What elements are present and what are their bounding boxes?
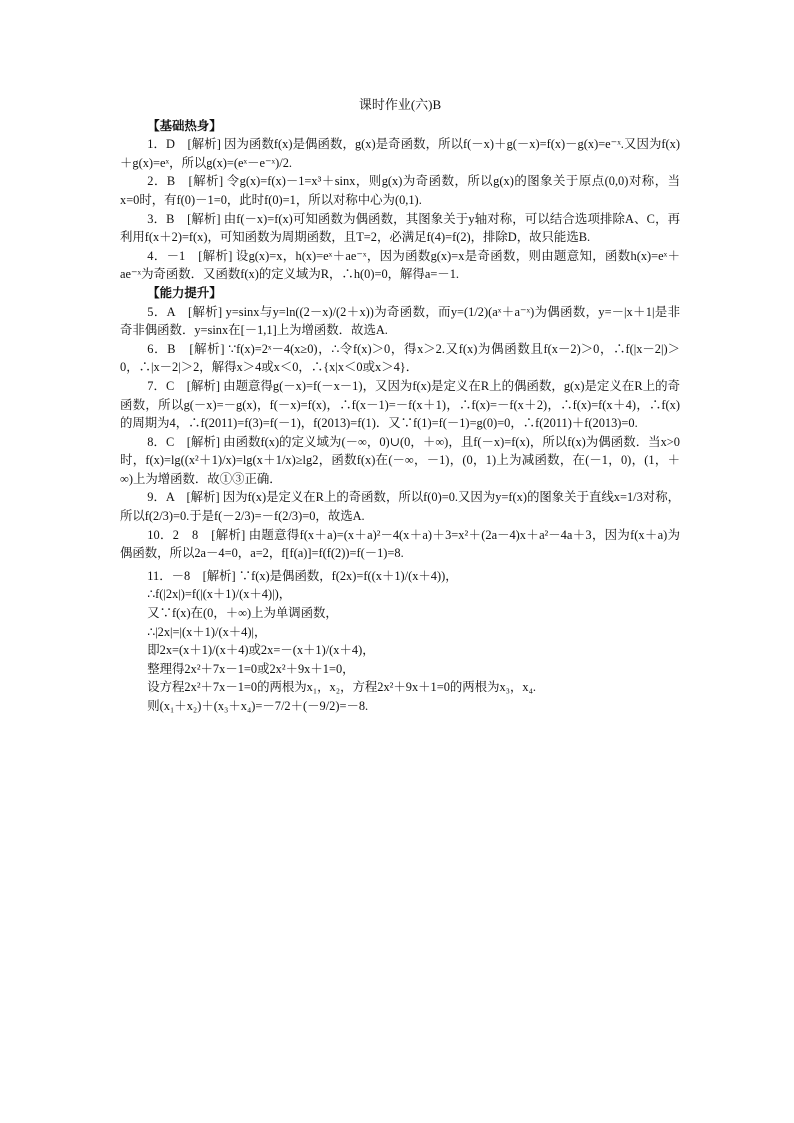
- solution-11-line-8: 则(x₁＋x₂)＋(x₃＋x₄)=－7/2＋(－9/2)=－8.: [147, 699, 369, 713]
- page-title: 课时作业(六)B: [358, 97, 442, 112]
- solution-11-line-3: 又∵f(x)在(0，＋∞)上为单调函数，: [147, 606, 338, 621]
- solution-page: [120, 96, 680, 716]
- solution-11-line-1: 11．－8 [解析] ∵f(x)是偶函数，f(2x)=f((x＋1)/(x＋4))，: [147, 568, 458, 583]
- solution-1: 1．D [解析] 因为函数f(x)是偶函数，g(x)是奇函数，所以f(－x)＋g(－x)=f(x)－g(x)=e⁻ˣ.又因为f(x)＋g(x)=eˣ，所以g(x)=(eˣ－e⁻ˣ)/2.: [120, 137, 680, 170]
- solution-11-line-4: ∴|2x|=|(x＋1)/(x＋4)|，: [147, 624, 267, 639]
- solution-2: 2．B [解析] 令g(x)=f(x)－1=x³＋sinx，则g(x)为奇函数，所以g(x)的图象关于原点(0,0)对称，当x=0时，有f(0)－1=0，此时f(0)=1，所以对称中心为(0,1).: [120, 174, 680, 207]
- solution-11-line-6: 整理得2x²＋7x－1=0或2x²＋9x＋1=0，: [147, 661, 355, 676]
- section-basic-heading: 【基础热身】: [147, 118, 222, 133]
- solution-8: 8．C [解析] 由函数f(x)的定义域为(－∞，0)∪(0，＋∞)，且f(－x)=f(x)，所以f(x)为偶函数．当x>0时，f(x)=lg((x²＋1)/x)=lg(x＋1/x)≥lg2，函数f(x)在(－∞，－1)，(0，1)上为减函数，在(－1，0)，(1，＋∞)上为增函数．故①③正确．: [120, 434, 680, 486]
- solution-5: 5．A [解析] y=sinx与y=ln((2－x)/(2＋x))为奇函数，而y=(1/2)(aˣ＋a⁻ˣ)为偶函数，y=－|x＋1|是非奇非偶函数．y=sinx在[－1,1]上为增函数．故选A.: [120, 304, 680, 338]
- section-advanced-heading: 【能力提升】: [147, 285, 222, 300]
- solution-6: 6．B [解析] ∵f(x)=2ˣ－4(x≥0)，∴令f(x)＞0，得x＞2.又f(x)为偶函数且f(x－2)＞0，∴f(|x－2|)＞0，∴|x－2|＞2，解得x＞4或x＜0，∴{x|x＜0或x＞4}．: [120, 341, 680, 375]
- solution-10: 10．2 8 [解析] 由题意得f(x＋a)=(x＋a)²－4(x＋a)＋3=x²＋(2a－4)x＋a²－4a＋3，因为f(x＋a)为偶函数，所以2a－4=0，a=2，f[f(a)]=f(f(2))=f(－1)=8.: [120, 527, 680, 561]
- solution-9: 9．A [解析] 因为f(x)是定义在R上的奇函数，所以f(0)=0.又因为y=f(x)的图象关于直线x=1/3对称，所以f(2/3)=0.于是f(－2/3)=－f(2/3)=0，故选A.: [120, 490, 680, 524]
- solution-3: 3．B [解析] 由f(－x)=f(x)可知函数为偶函数，其图象关于y轴对称，可以结合选项排除A、C，再利用f(x＋2)=f(x)，可知函数为周期函数，且T=2，必满足f(4)=f(2)，排除D，故只能选B.: [120, 211, 680, 245]
- solution-11-line-5: 即2x=(x＋1)/(x＋4)或2x=－(x＋1)/(x＋4)，: [147, 643, 375, 658]
- solution-11-line-2: ∴f(|2x|)=f(|(x＋1)/(x＋4)|)，: [147, 587, 292, 602]
- solution-11-line-7: 设方程2x²＋7x－1=0的两根为x₁，x₂，方程2x²＋9x＋1=0的两根为x₃，x₄.: [147, 680, 536, 695]
- solution-7: 7．C [解析] 由题意得g(－x)=f(－x－1)，又因为f(x)是定义在R上的偶函数，g(x)是定义在R上的奇函数，所以g(－x)=－g(x)，f(－x)=f(x)，∴f(x－1)=－f(x＋1)，∴f(x)=－f(x＋2)，∴f(x)=f(x＋4)，∴f(x)的周期为4，∴f(2011)=f(3)=f(－1)，f(2013)=f(1)．又∵f(1)=f(－1)=g(0)=0，∴f(2011)＋f(2013)=0.: [120, 378, 680, 431]
- solution-4: 4．－1 [解析] 设g(x)=x，h(x)=eˣ＋ae⁻ˣ，因为函数g(x)=x是奇函数，则由题意知，函数h(x)=eˣ＋ae⁻ˣ为奇函数．又函数f(x)的定义域为R，∴h(0)=0，解得a=－1.: [120, 248, 680, 282]
